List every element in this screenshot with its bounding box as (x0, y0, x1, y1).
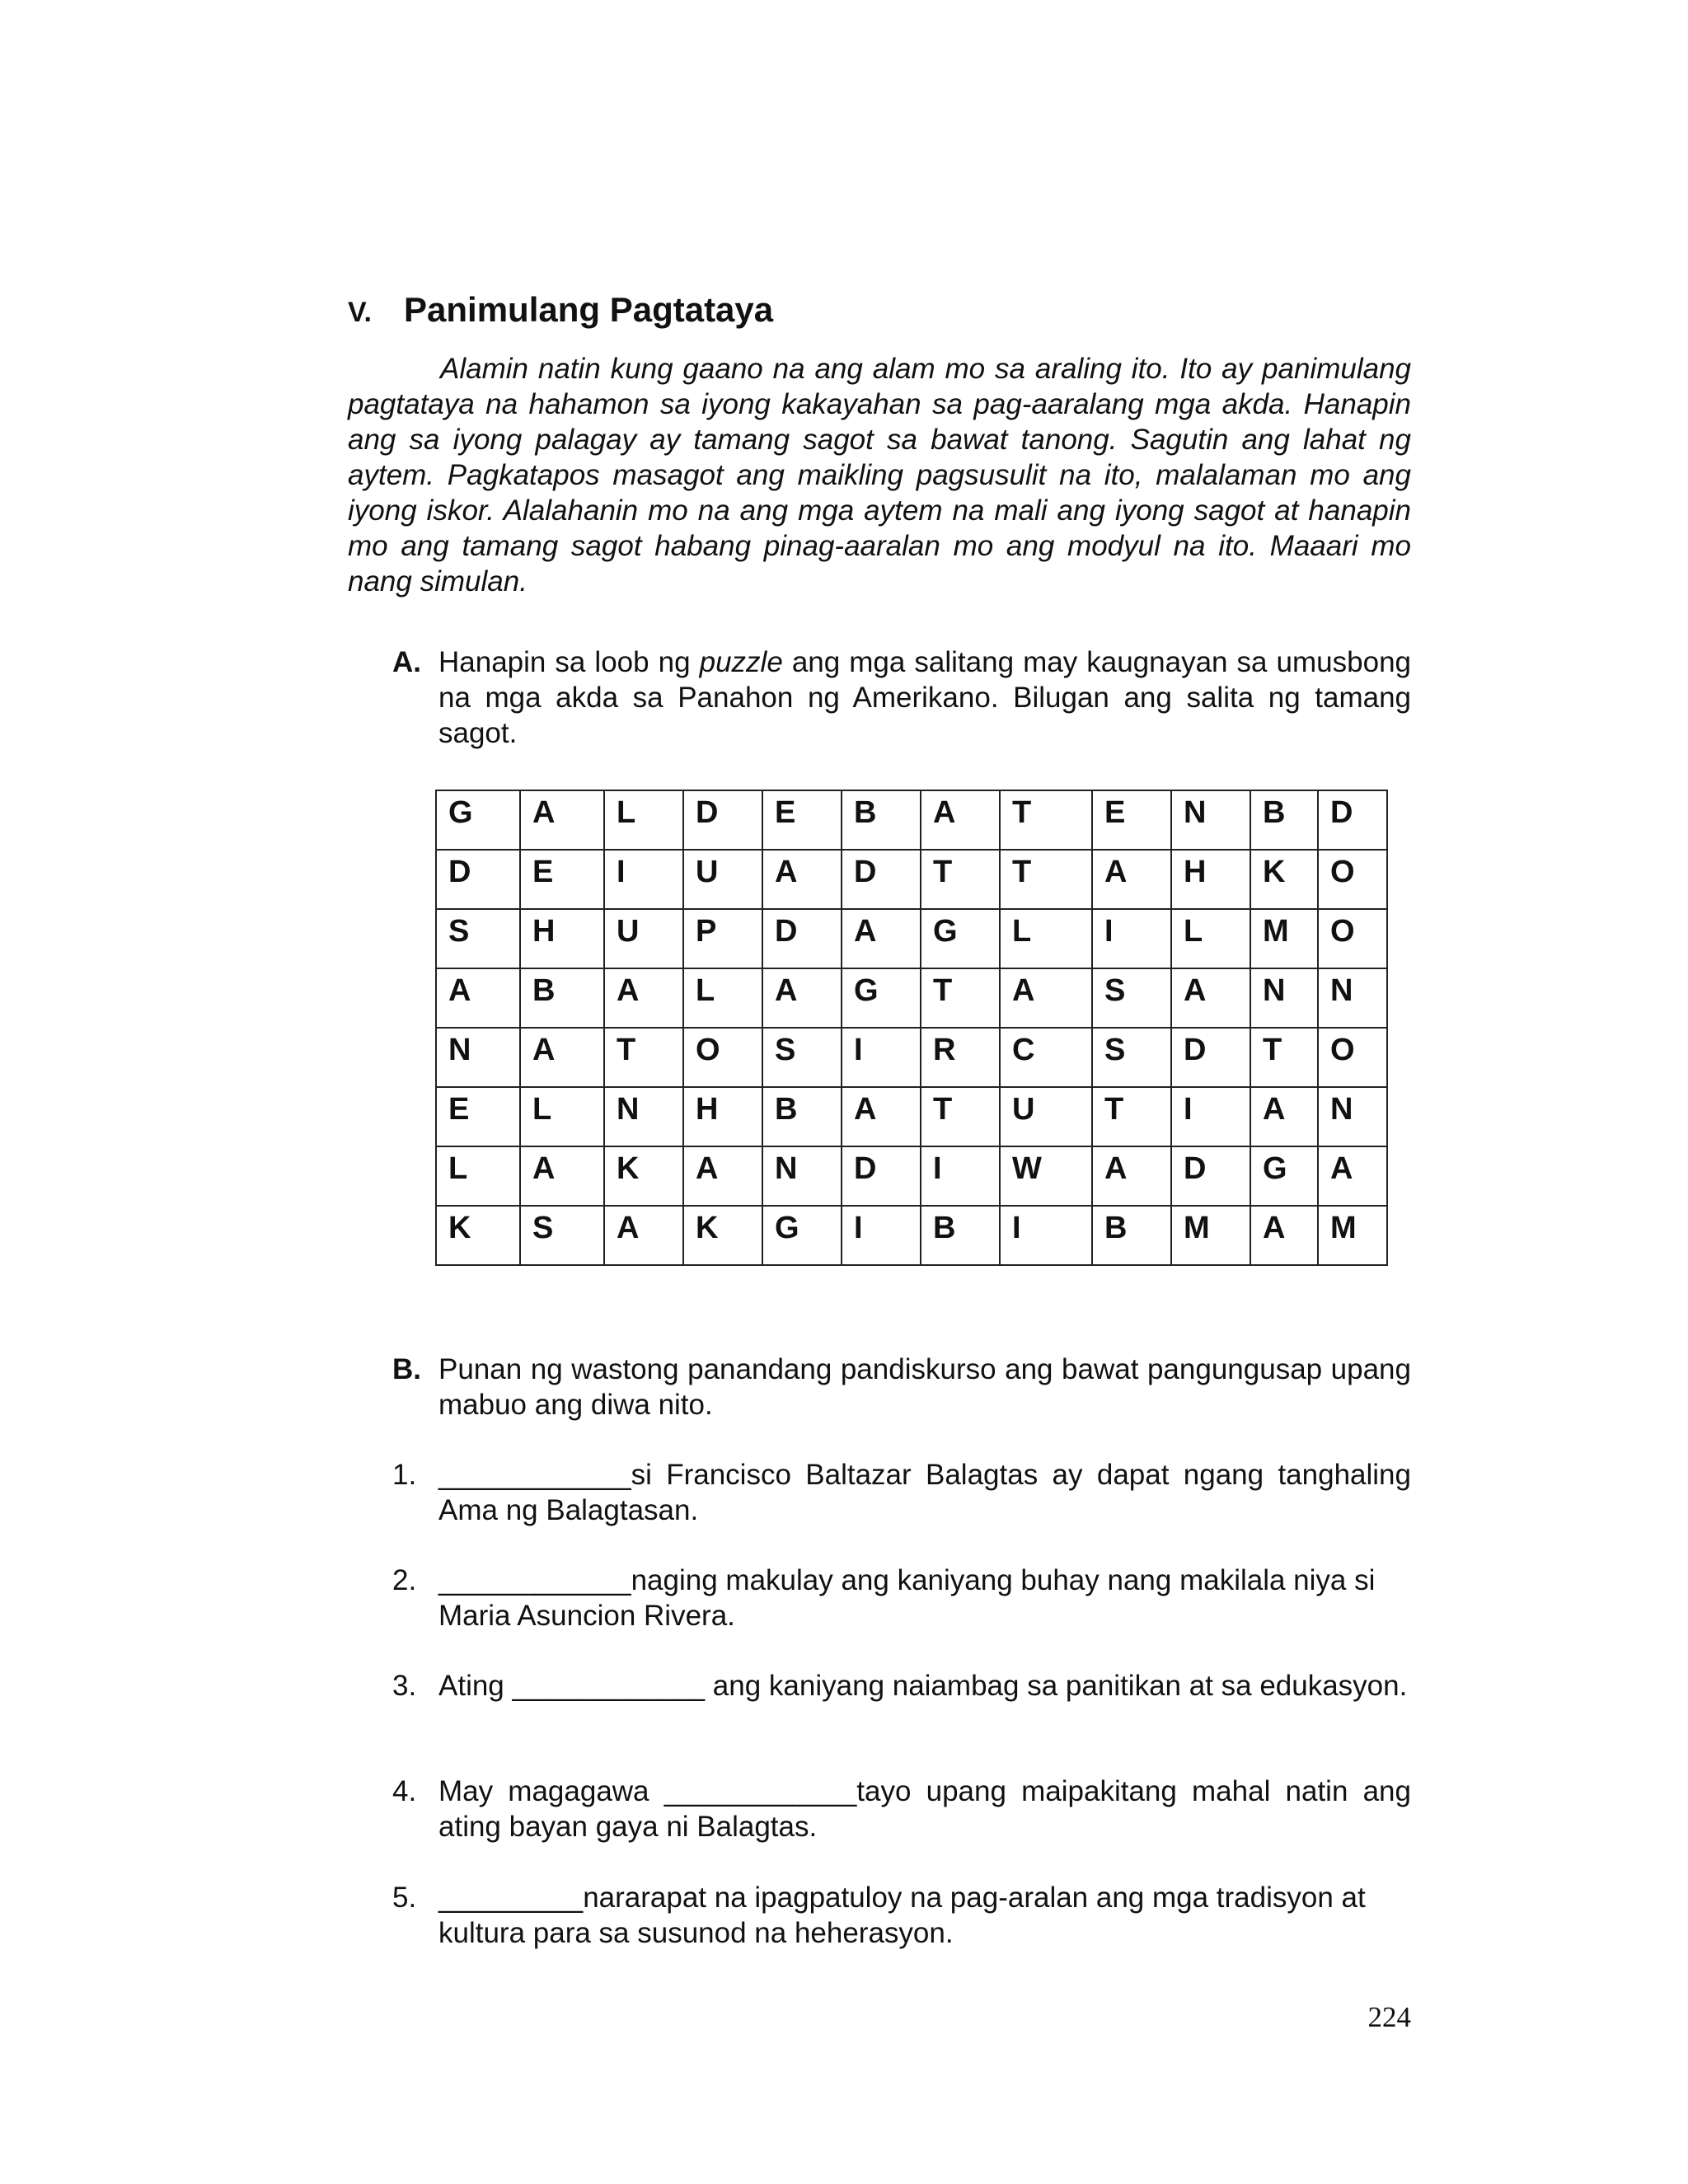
puzzle-cell[interactable]: N (604, 1087, 683, 1146)
puzzle-cell[interactable]: B (1250, 790, 1318, 850)
puzzle-cell[interactable]: U (604, 909, 683, 968)
question-item (392, 1457, 1411, 1528)
puzzle-row (436, 1028, 1387, 1087)
puzzle-cell[interactable]: K (604, 1146, 683, 1206)
puzzle-cell[interactable]: D (1171, 1028, 1250, 1087)
question-text: May magagawa ____________tayo upang maipakitang mahal natin ang ating bayan gaya ni Balagtas. (438, 1775, 1411, 1843)
puzzle-cell[interactable]: L (683, 968, 762, 1028)
question-text: _________nararapat na ipagpatuloy na pag-aralan ang mga tradisyon at kultura para sa susunod na heherasyon. (438, 1882, 1366, 1949)
puzzle-cell[interactable]: H (683, 1087, 762, 1146)
section-title: Panimulang Pagtataya (404, 290, 774, 329)
puzzle-cell[interactable]: D (1318, 790, 1387, 850)
puzzle-cell[interactable]: O (683, 1028, 762, 1087)
puzzle-cell[interactable]: L (1171, 909, 1250, 968)
puzzle-cell[interactable]: L (604, 790, 683, 850)
puzzle-cell[interactable]: O (1318, 1028, 1387, 1087)
puzzle-cell[interactable]: I (1000, 1206, 1092, 1265)
puzzle-cell[interactable]: D (762, 909, 842, 968)
puzzle-cell[interactable]: H (520, 909, 604, 968)
section-number: V. (348, 297, 373, 328)
puzzle-cell[interactable]: K (1250, 850, 1318, 909)
question-text: Ating ____________ ang kaniyang naiambag sa panitikan at sa edukasyon. (438, 1670, 1408, 1702)
puzzle-cell[interactable]: B (762, 1087, 842, 1146)
puzzle-cell[interactable]: T (921, 1087, 1000, 1146)
puzzle-cell[interactable]: R (921, 1028, 1000, 1087)
question-item (392, 1668, 1411, 1704)
puzzle-cell[interactable]: B (1092, 1206, 1171, 1265)
puzzle-row (436, 850, 1387, 909)
question-text: ____________naging makulay ang kaniyang buhay nang makilala niya si Maria Asuncion Rivera. (438, 1564, 1376, 1632)
puzzle-cell[interactable]: A (520, 1146, 604, 1206)
puzzle-cell[interactable]: M (1250, 909, 1318, 968)
puzzle-cell[interactable]: H (1171, 850, 1250, 909)
puzzle-cell[interactable]: G (762, 1206, 842, 1265)
puzzle-cell[interactable]: A (1171, 968, 1250, 1028)
puzzle-cell[interactable]: S (436, 909, 520, 968)
puzzle-cell[interactable]: E (520, 850, 604, 909)
puzzle-cell[interactable]: N (436, 1028, 520, 1087)
puzzle-cell[interactable]: T (921, 850, 1000, 909)
question-item (392, 1774, 1411, 1844)
puzzle-cell[interactable]: A (604, 1206, 683, 1265)
puzzle-cell[interactable]: G (921, 909, 1000, 968)
part-b-instruction (392, 1352, 1411, 1422)
puzzle-cell[interactable]: U (683, 850, 762, 909)
puzzle-cell[interactable]: S (1092, 1028, 1171, 1087)
puzzle-cell[interactable]: B (921, 1206, 1000, 1265)
puzzle-cell[interactable]: M (1171, 1206, 1250, 1265)
question-item (392, 1880, 1411, 1951)
question-number: 1. (392, 1459, 417, 1491)
puzzle-cell[interactable]: T (604, 1028, 683, 1087)
puzzle-cell[interactable]: G (1250, 1146, 1318, 1206)
puzzle-cell[interactable]: A (1250, 1087, 1318, 1146)
puzzle-cell[interactable]: K (683, 1206, 762, 1265)
question-number: 5. (392, 1882, 417, 1914)
puzzle-cell[interactable]: A (520, 790, 604, 850)
part-a-text: Hanapin sa loob ng puzzle ang mga salitang may kaugnayan sa umusbong na mga akda sa Panahon ng Amerikano. Bilugan ang salita ng tamang sagot. (438, 646, 1412, 749)
puzzle-cell[interactable]: A (842, 1087, 921, 1146)
puzzle-cell[interactable]: G (842, 968, 921, 1028)
puzzle-cell[interactable]: I (921, 1146, 1000, 1206)
puzzle-cell[interactable]: O (1318, 850, 1387, 909)
intro-paragraph: Alamin natin kung gaano na ang alam mo sa araling ito. Ito ay panimulang pagtataya na hahamon sa iyong kakayahan sa pag-aaralang mga akda. Hanapin ang sa iyong palagay ay tamang sagot sa bawat tanong. Sagutin ang lahat ng aytem. Pagkatapos masagot ang maikling pagsusulit na ito, malalaman mo ang iyong iskor. Alalahanin mo na ang mga aytem na mali ang iyong sagot at hanapin mo ang tamang sagot habang pinag-aaralan mo ang modyul na ito. Maaari mo nang simulan. (348, 353, 1411, 598)
question-number: 4. (392, 1775, 417, 1807)
puzzle-row (436, 1146, 1387, 1206)
puzzle-cell[interactable]: N (1171, 790, 1250, 850)
puzzle-cell[interactable]: E (436, 1087, 520, 1146)
puzzle-cell[interactable]: C (1000, 1028, 1092, 1087)
puzzle-row (436, 790, 1387, 850)
puzzle-cell[interactable]: U (1000, 1087, 1092, 1146)
puzzle-cell[interactable]: S (762, 1028, 842, 1087)
part-a-instruction (392, 644, 1411, 751)
part-a-letter: A. (392, 646, 421, 678)
puzzle-cell[interactable]: K (436, 1206, 520, 1265)
puzzle-cell[interactable]: N (1318, 1087, 1387, 1146)
puzzle-cell[interactable]: A (683, 1146, 762, 1206)
puzzle-cell[interactable]: S (1092, 968, 1171, 1028)
puzzle-cell[interactable]: T (1000, 790, 1092, 850)
puzzle-cell[interactable]: A (436, 968, 520, 1028)
puzzle-row (436, 1206, 1387, 1265)
puzzle-cell[interactable]: O (1318, 909, 1387, 968)
puzzle-cell[interactable]: N (1318, 968, 1387, 1028)
puzzle-cell[interactable]: D (1171, 1146, 1250, 1206)
puzzle-cell[interactable]: A (520, 1028, 604, 1087)
puzzle-cell[interactable]: E (1092, 790, 1171, 850)
puzzle-cell[interactable]: I (842, 1028, 921, 1087)
puzzle-cell[interactable]: A (921, 790, 1000, 850)
puzzle-cell[interactable]: A (1092, 1146, 1171, 1206)
puzzle-cell[interactable]: T (1092, 1087, 1171, 1146)
puzzle-cell[interactable]: A (1318, 1146, 1387, 1206)
puzzle-cell[interactable]: L (436, 1146, 520, 1206)
puzzle-cell[interactable]: L (520, 1087, 604, 1146)
puzzle-cell[interactable]: P (683, 909, 762, 968)
puzzle-cell[interactable]: A (1000, 968, 1092, 1028)
section-header (348, 290, 773, 330)
puzzle-cell[interactable]: L (1000, 909, 1092, 968)
part-b-letter: B. (392, 1353, 421, 1385)
question-text: ____________si Francisco Baltazar Balagtas ay dapat ngang tanghaling Ama ng Balagtasan. (438, 1459, 1411, 1526)
puzzle-cell[interactable]: I (1171, 1087, 1250, 1146)
question-item (392, 1563, 1411, 1633)
puzzle-cell[interactable]: N (762, 1146, 842, 1206)
puzzle-cell[interactable]: A (1250, 1206, 1318, 1265)
puzzle-cell[interactable]: M (1318, 1206, 1387, 1265)
puzzle-cell[interactable]: S (520, 1206, 604, 1265)
puzzle-cell[interactable]: A (1092, 850, 1171, 909)
puzzle-cell[interactable]: D (842, 1146, 921, 1206)
puzzle-cell[interactable]: B (842, 790, 921, 850)
puzzle-cell[interactable]: D (436, 850, 520, 909)
puzzle-row (436, 1087, 1387, 1146)
page-number: 224 (1367, 2001, 1411, 2033)
question-number: 2. (392, 1564, 417, 1596)
puzzle-cell[interactable]: N (1250, 968, 1318, 1028)
puzzle-cell[interactable]: W (1000, 1146, 1092, 1206)
puzzle-cell[interactable]: E (762, 790, 842, 850)
puzzle-cell[interactable]: T (1250, 1028, 1318, 1087)
puzzle-cell[interactable]: I (1092, 909, 1171, 968)
puzzle-cell[interactable]: G (436, 790, 520, 850)
question-number: 3. (392, 1670, 417, 1702)
puzzle-cell[interactable]: T (1000, 850, 1092, 909)
puzzle-cell[interactable]: D (842, 850, 921, 909)
word-search-puzzle (435, 790, 1388, 1266)
puzzle-cell[interactable]: A (604, 968, 683, 1028)
puzzle-cell[interactable]: T (921, 968, 1000, 1028)
puzzle-cell[interactable]: D (683, 790, 762, 850)
part-b-text: Punan ng wastong panandang pandiskurso ang bawat pangungusap upang mabuo ang diwa nito. (438, 1353, 1411, 1421)
puzzle-cell[interactable]: I (842, 1206, 921, 1265)
puzzle-row (436, 909, 1387, 968)
puzzle-cell[interactable]: A (762, 968, 842, 1028)
puzzle-cell[interactable]: B (520, 968, 604, 1028)
puzzle-cell[interactable]: I (604, 850, 683, 909)
puzzle-cell[interactable]: A (762, 850, 842, 909)
puzzle-cell[interactable]: A (842, 909, 921, 968)
puzzle-row (436, 968, 1387, 1028)
